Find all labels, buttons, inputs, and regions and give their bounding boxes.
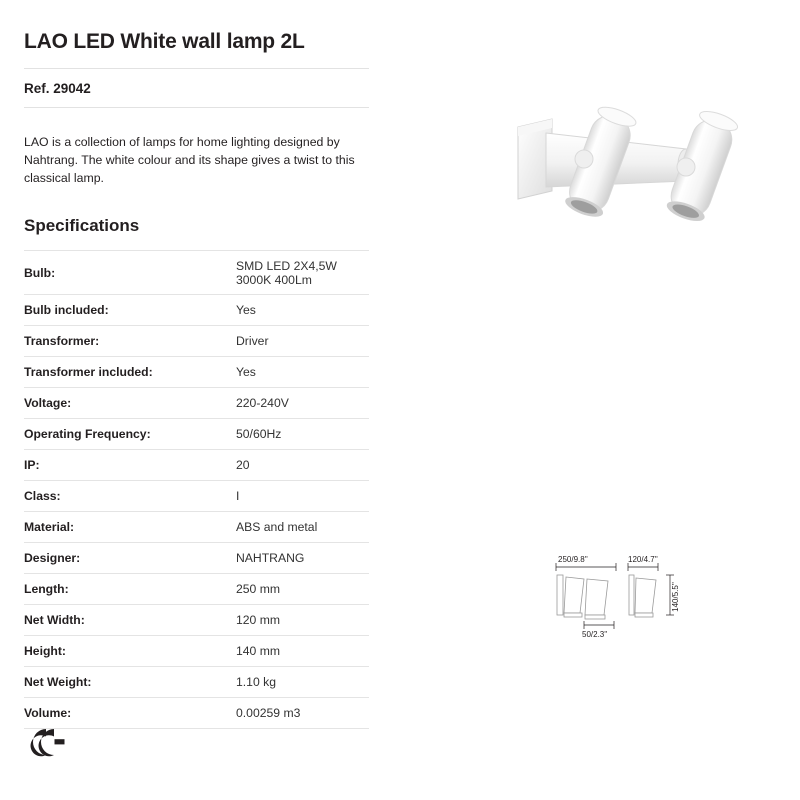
spec-value: Yes [236, 294, 369, 325]
product-description: LAO is a collection of lamps for home lighting designed by Nahtrang. The white colour and its shape gives a twist to this classical lamp. [24, 135, 355, 185]
specifications-heading: Specifications [24, 215, 140, 235]
spec-value: Yes [236, 356, 369, 387]
spec-label: IP: [24, 449, 236, 480]
spec-value: Driver [236, 325, 369, 356]
table-row [24, 294, 369, 325]
spec-value: 20 [236, 449, 369, 480]
product-photo [500, 95, 780, 260]
spec-value: I [236, 480, 369, 511]
joint-right-shape [677, 158, 695, 176]
specifications-table [24, 250, 369, 729]
table-row [24, 542, 369, 573]
spec-value: 250 mm [236, 573, 369, 604]
dimension-width-label: 250/9.8'' [558, 555, 588, 564]
table-row [24, 356, 369, 387]
spec-value: 1.10 kg [236, 666, 369, 697]
table-row [24, 250, 369, 294]
table-row [24, 418, 369, 449]
table-row [24, 635, 369, 666]
dimension-depth-label: 120/4.7'' [628, 555, 658, 564]
table-row [24, 387, 369, 418]
table-row [24, 604, 369, 635]
spec-value: 220-240V [236, 387, 369, 418]
spec-label: Transformer: [24, 325, 236, 356]
product-reference: Ref. 29042 [24, 81, 91, 96]
table-row [24, 666, 369, 697]
spec-value: ABS and metal [236, 511, 369, 542]
elevation-side-shape [629, 575, 656, 617]
spec-value: 0.00259 m3 [236, 697, 369, 728]
joint-left-shape [575, 150, 593, 168]
table-row [24, 573, 369, 604]
dimension-base-label: 50/2.3'' [582, 630, 608, 639]
table-row [24, 480, 369, 511]
spec-label: Volume: [24, 697, 236, 728]
spec-value: 50/60Hz [236, 418, 369, 449]
spec-value: NAHTRANG [236, 542, 369, 573]
table-row [24, 449, 369, 480]
spec-label: Bulb: [24, 250, 236, 294]
spec-label: Net Weight: [24, 666, 236, 697]
spec-label: Material: [24, 511, 236, 542]
table-row [24, 697, 369, 728]
table-row [24, 511, 369, 542]
spec-label: Bulb included: [24, 294, 236, 325]
elevation-front-shape [557, 575, 608, 619]
spec-value: 140 mm [236, 635, 369, 666]
spec-value: 120 mm [236, 604, 369, 635]
dimension-height-label: 140/5.5'' [671, 582, 680, 612]
spec-label: Net Width: [24, 604, 236, 635]
divider-under-reference [24, 107, 369, 108]
spec-label: Voltage: [24, 387, 236, 418]
spec-label: Designer: [24, 542, 236, 573]
spec-label: Height: [24, 635, 236, 666]
dimension-drawing [540, 545, 760, 655]
spec-label: Length: [24, 573, 236, 604]
spec-value: SMD LED 2X4,5W 3000K 400Lm [236, 250, 369, 294]
spec-label: Operating Frequency: [24, 418, 236, 449]
table-row [24, 325, 369, 356]
spec-label: Transformer included: [24, 356, 236, 387]
ce-mark-icon [24, 726, 84, 756]
product-info-column [24, 30, 369, 729]
spec-label: Class: [24, 480, 236, 511]
page-title: LAO LED White wall lamp 2L [24, 30, 305, 53]
